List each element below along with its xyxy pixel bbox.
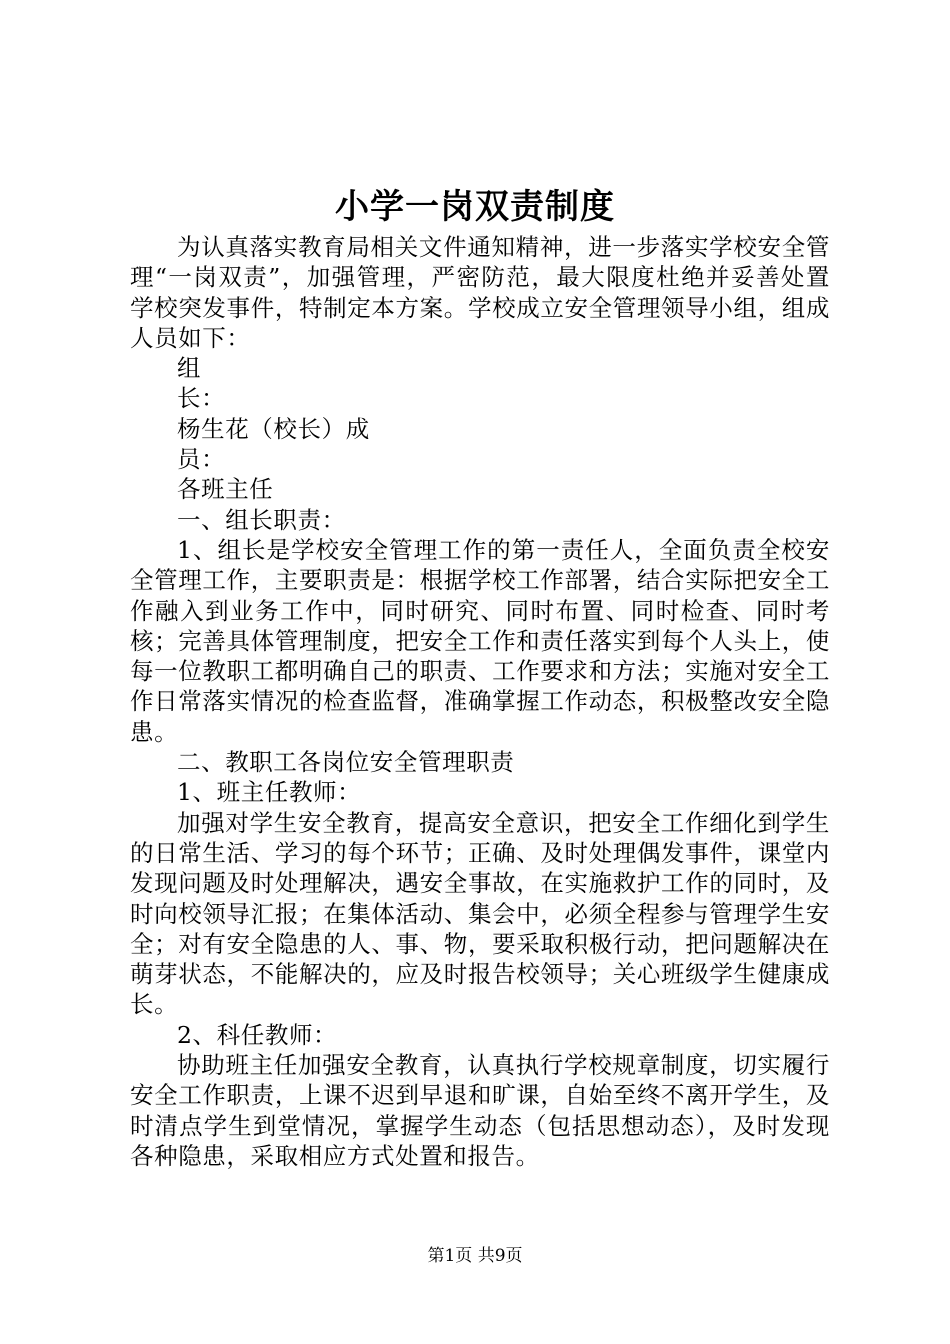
leader-label-line-2: 长： [177,384,226,413]
section1-heading: 一、组长职责： [177,505,346,534]
member-value: 各班主任 [177,475,274,504]
document-title: 小学一岗双责制度 [335,187,615,227]
section1-paragraph: 1、组长是学校安全管理工作的第一责任人，全面负责全校安全管理工作，主要职责是：根据学校工作部署，结合实际把安全工作融入到业务工作中，同时研究、同时布置、同时检查、同时考核；完善具体管理制度，把安全工作和责任落实到每个人头上，使每一位教职工都明确自己的职责、工作要求和方法；实施对安全工作日常落实情况的检查监督，准确掌握工作动态，积极整改安全隐患。 [130,535,830,746]
section2-heading: 二、教职工各岗位安全管理职责 [177,748,515,777]
subsection2-paragraph: 协助班主任加强安全教育，认真执行学校规章制度，切实履行安全工作职责，上课不迟到早退和旷课，自始至终不离开学生，及时清点学生到堂情况，掌握学生动态（包括思想动态），及时发现各种隐患，采取相应方式处置和报告。 [130,1051,830,1170]
subsection1-heading: 1、班主任教师： [177,778,362,807]
member-label: 员： [177,445,226,474]
subsection2-heading: 2、科任教师： [177,1020,338,1049]
subsection1-paragraph: 加强对学生安全教育，提高安全意识，把安全工作细化到学生的日常生活、学习的每个环节；正确、及时处理偶发事件，课堂内发现问题及时处理解决，遇安全事故，在实施救护工作的同时，及时向校领导汇报；在集体活动、集会中，必须全程参与管理学生安全；对有安全隐患的人、事、物，要采取积极行动，把问题解决在萌芽状态，不能解决的，应及时报告校领导；关心班级学生健康成长。 [130,808,830,1019]
intro-paragraph: 为认真落实教育局相关文件通知精神，进一步落实学校安全管理“一岗双责”，加强管理，严密防范，最大限度杜绝并妥善处置学校突发事件，特制定本方案。学校成立安全管理领导小组，组成人员如下： [130,233,830,352]
leader-label-line-1: 组 [177,354,202,383]
document-body [130,232,830,1171]
page-footer: 第1页 共9页 [427,1246,523,1266]
leader-value: 杨生花（校长）成 [177,414,370,443]
